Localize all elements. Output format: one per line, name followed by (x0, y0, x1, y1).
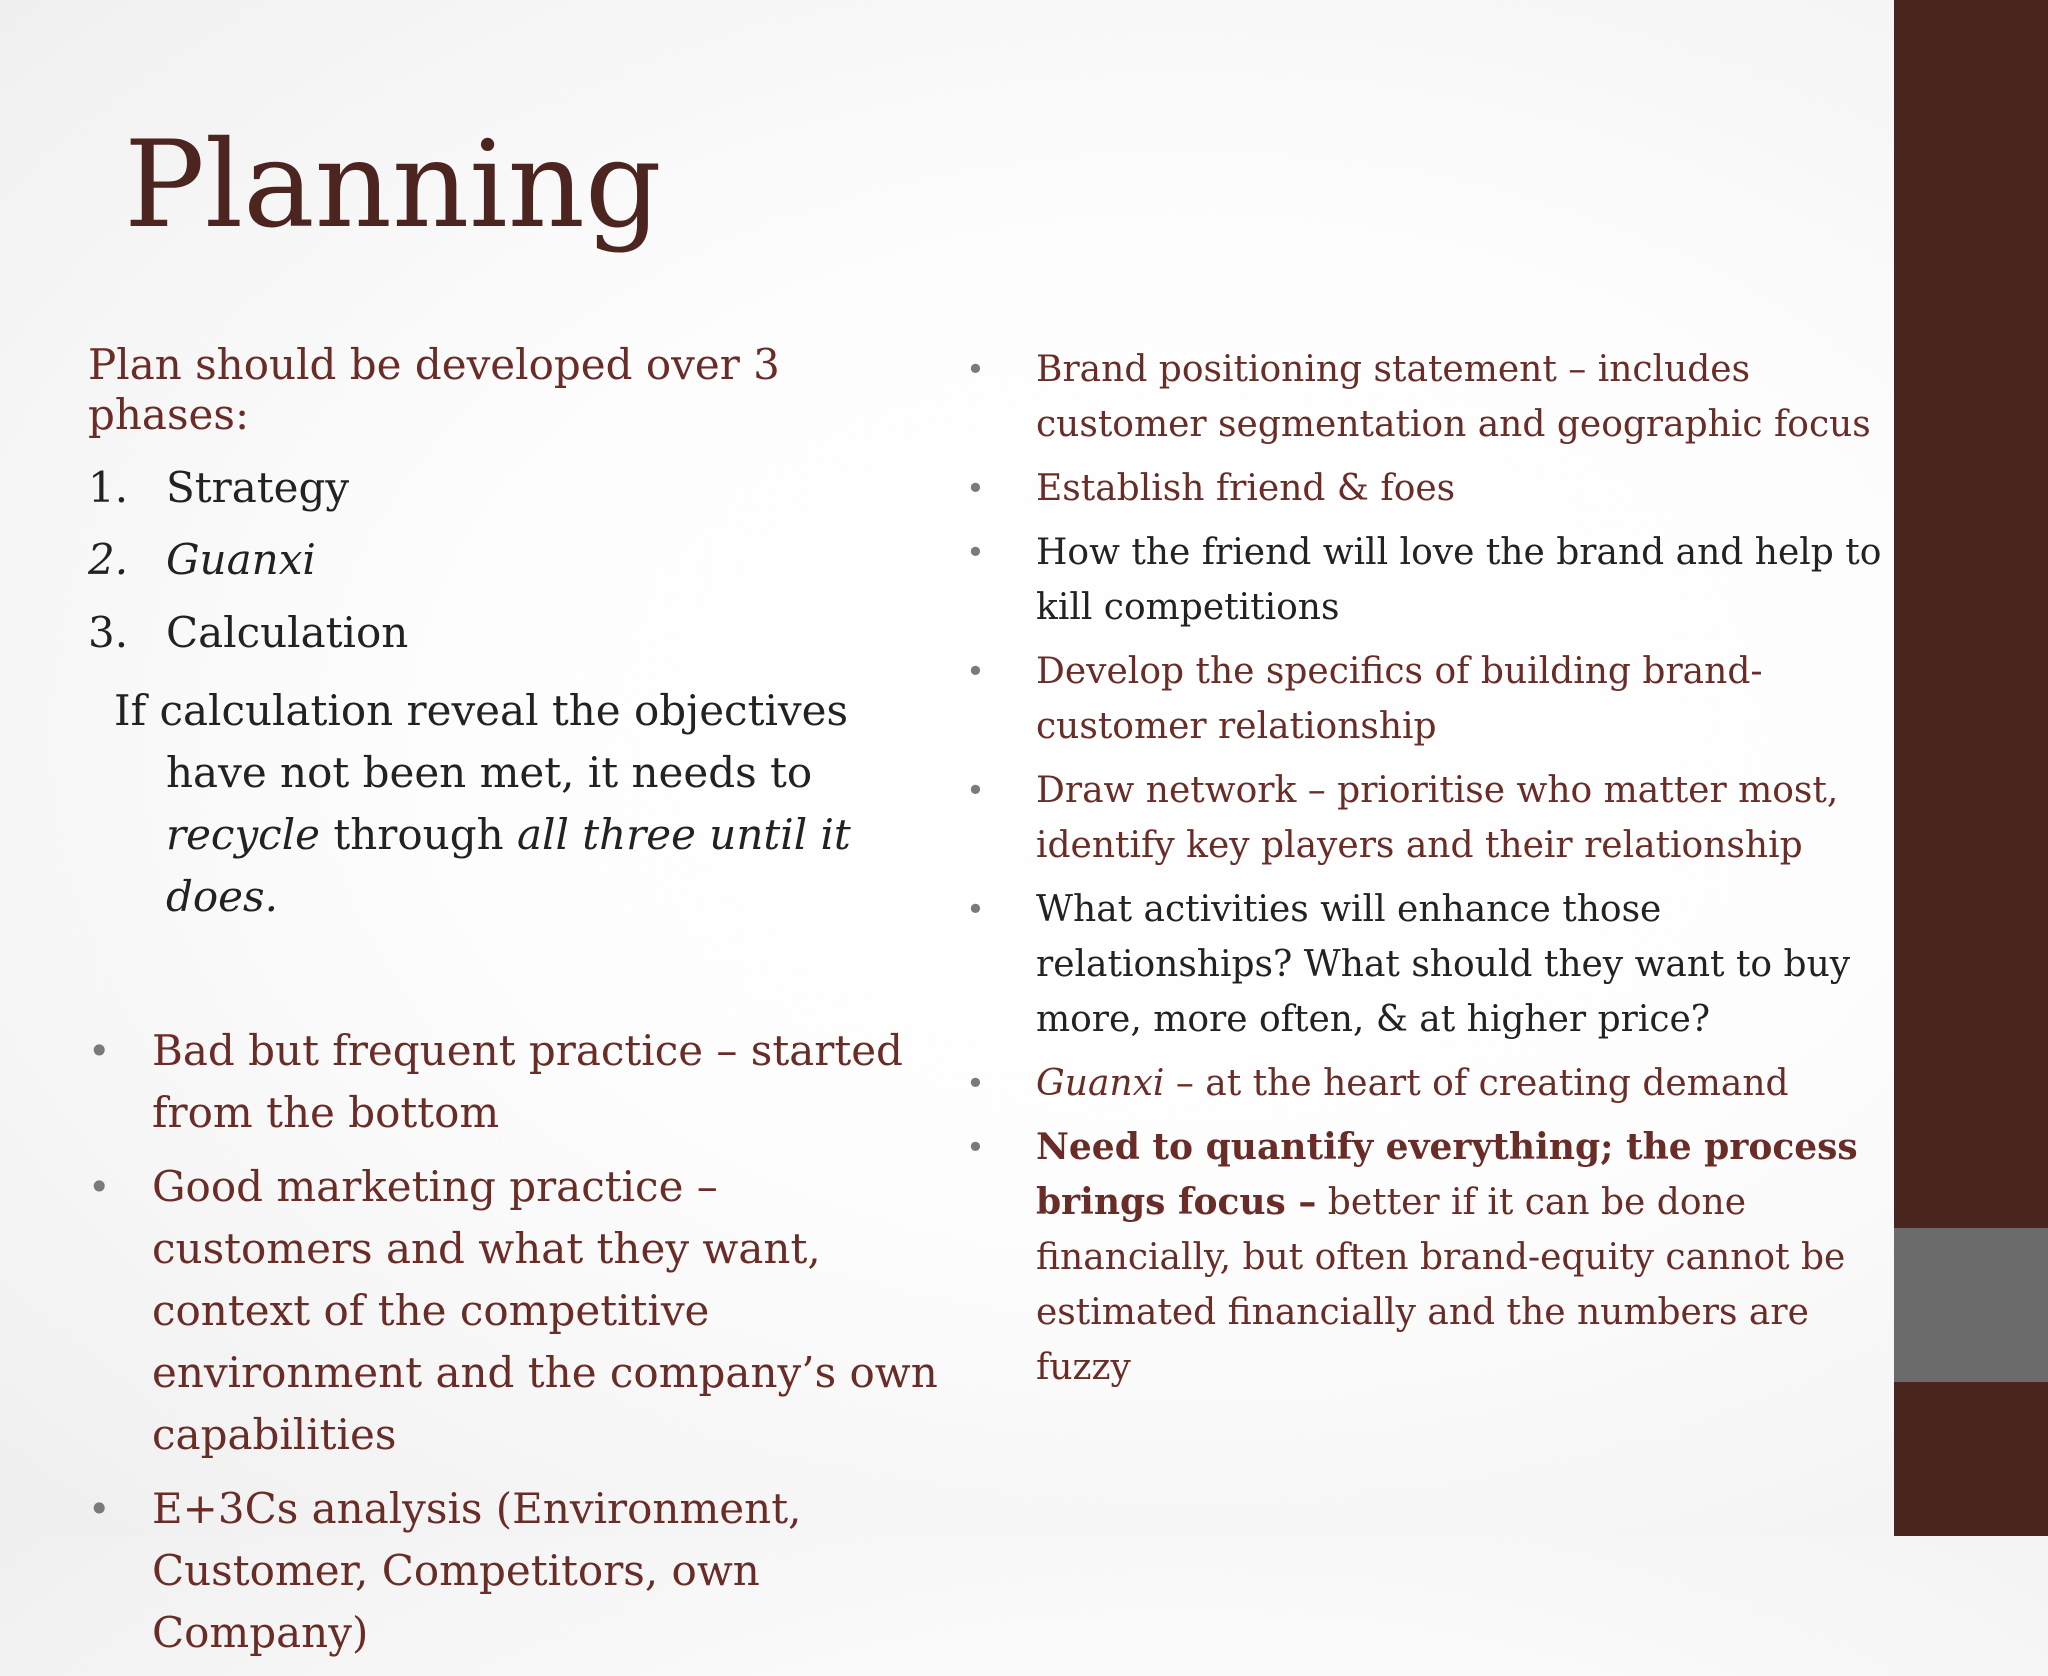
phase-label: Guanxi (166, 535, 316, 585)
recycle-emphasis: all three until it does. (166, 809, 851, 921)
right-column (966, 342, 1886, 1404)
recycle-text: through (320, 809, 517, 859)
bullet-text: Establish friend & foes (1036, 468, 1456, 509)
list-item (88, 1156, 938, 1466)
list-item (966, 1120, 1886, 1395)
bullet-icon: • (88, 1486, 111, 1531)
sidebar-accent-block (1894, 1228, 2048, 1382)
bullet-text: Draw network – prioritise who matter most, identify key players and their relationship (1036, 770, 1839, 866)
phase-item (88, 463, 938, 513)
list-item (966, 644, 1886, 754)
list-item (88, 1020, 938, 1144)
bullet-icon: • (966, 1064, 985, 1102)
recycle-note (88, 680, 938, 928)
bullet-icon: • (966, 890, 985, 928)
bullet-icon: • (966, 533, 985, 571)
bullet-text: Develop the specifics of building brand-customer relationship (1036, 651, 1763, 747)
list-item (966, 763, 1886, 873)
bullet-text: better if it can be done financially, but often brand-equity cannot be estimated financially and the numbers are fuzzy (1036, 1182, 1846, 1388)
bullet-icon: • (88, 1028, 111, 1073)
bullet-text: E+3Cs analysis (Environment, Customer, Competitors, own Company) (152, 1483, 802, 1657)
phase-number: 1. (88, 462, 129, 512)
bullet-icon: • (966, 771, 985, 809)
list-item (966, 882, 1886, 1047)
recycle-emphasis: recycle (166, 809, 320, 859)
list-item (966, 525, 1886, 635)
phase-number: 2. (88, 535, 129, 585)
bullet-text: Good marketing practice – customers and what they want, context of the competitive environment and the company’s own capabilities (152, 1161, 938, 1459)
right-bullet-list (966, 342, 1886, 1395)
phase-number: 3. (88, 607, 129, 657)
bullet-text: Bad but frequent practice – started from the bottom (152, 1025, 903, 1137)
guanxi-emphasis: Guanxi (1036, 1063, 1165, 1104)
phase-label: Strategy (166, 462, 350, 512)
bullet-icon: • (966, 350, 985, 388)
bullet-text: – at the heart of creating demand (1164, 1063, 1789, 1104)
slide-title: Planning (124, 116, 662, 255)
bullet-icon: • (966, 469, 985, 507)
left-bullet-list (88, 1020, 938, 1664)
phase-label: Calculation (166, 607, 409, 657)
list-item (966, 461, 1886, 516)
quantify-emphasis: Need to quantify everything; the process brings focus – (1036, 1126, 1858, 1223)
bullet-text: What activities will enhance those relationships? What should they want to buy more, more often, & at higher price? (1036, 889, 1851, 1040)
intro-text: Plan should be developed over 3 phases: (88, 340, 780, 440)
list-item (88, 1478, 938, 1664)
bullet-text: How the friend will love the brand and help to kill competitions (1036, 532, 1882, 628)
list-item (966, 342, 1886, 452)
bullet-icon: • (88, 1164, 111, 1209)
bullet-icon: • (966, 652, 985, 690)
phase-item (88, 608, 938, 658)
bullet-icon: • (966, 1128, 985, 1166)
recycle-text: If calculation reveal the objectives have not been met, it needs to (114, 685, 849, 797)
bullet-text: Brand positioning statement – includes customer segmentation and geographic focus (1036, 349, 1871, 445)
list-item (966, 1056, 1886, 1111)
phase-item (88, 535, 938, 585)
left-column (88, 340, 938, 1676)
